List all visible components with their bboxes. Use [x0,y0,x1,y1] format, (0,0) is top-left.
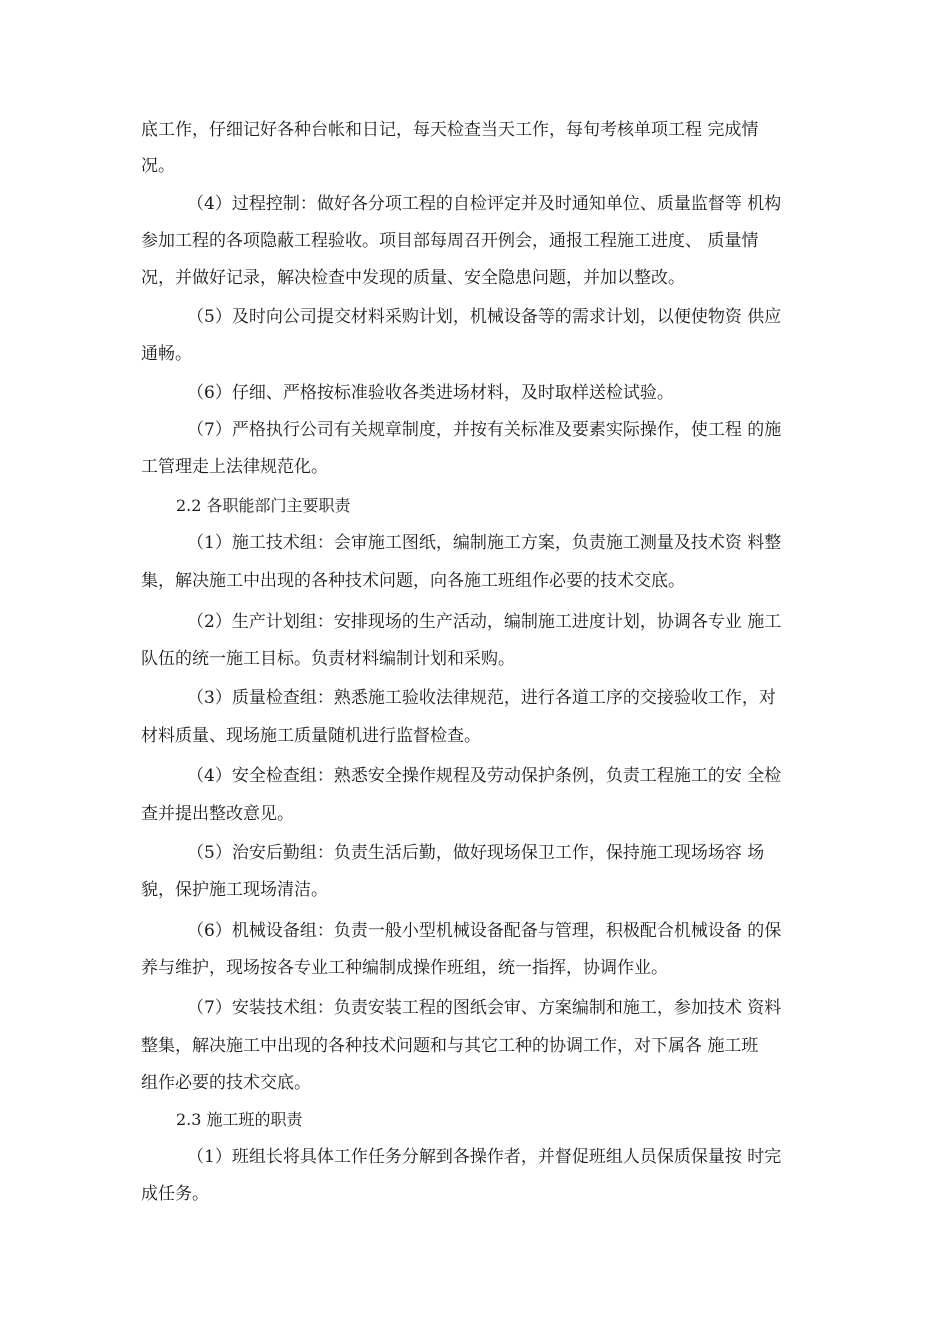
text-line: 成任务。 [141,1184,209,1204]
text-line: 组作必要的技术交底。 [141,1073,311,1093]
text-line: （6）仔细、严格按标准验收各类进场材料，及时取样送检试验。 [187,383,674,403]
text-line: （1）班组长将具体工作任务分解到各操作者，并督促班组人员保质保量按 时完 [187,1147,782,1167]
text-line: 队伍的统一施工目标。负责材料编制计划和采购。 [141,649,515,669]
text-line: （5）治安后勤组：负责生活后勤，做好现场保卫工作，保持施工现场场容 场 [187,843,765,863]
text-line: （1）施工技术组：会审施工图纸，编制施工方案，负责施工测量及技术资 料整 [187,533,782,553]
text-line: （6）机械设备组：负责一般小型机械设备配备与管理，积极配合机械设备 的保 [187,921,782,941]
text-line: 整集，解决施工中出现的各种技术问题和与其它工种的协调工作，对下属各 施工班 [141,1036,759,1056]
text-line: 况，并做好记录，解决检查中发现的质量、安全隐患问题，并加以整改。 [141,268,685,288]
text-line: （5）及时向公司提交材料采购计划，机械设备等的需求计划，以便使物资 供应 [187,307,782,327]
text-line: （4）过程控制：做好各分项工程的自检评定并及时通知单位、质量监督等 机构 [187,194,782,214]
text-line: 参加工程的各项隐蔽工程验收。项目部每周召开例会，通报工程施工进度、 质量情 [141,231,759,251]
section-heading: 2.3 施工班的职责 [176,1110,303,1129]
text-line: 查并提出整改意见。 [141,804,294,824]
text-line: 况。 [141,156,175,176]
text-line: 集，解决施工中出现的各种技术问题，向各施工班组作必要的技术交底。 [141,571,685,591]
text-line: （7）严格执行公司有关规章制度，并按有关标准及要素实际操作，使工程 的施 [187,420,782,440]
text-line: （3）质量检查组：熟悉施工验收法律规范，进行各道工序的交接验收工作，对 [187,688,776,708]
text-line: 貌，保护施工现场清洁。 [141,880,328,900]
text-line: 工管理走上法律规范化。 [141,457,328,477]
text-line: （7）安装技术组：负责安装工程的图纸会审、方案编制和施工，参加技术 资料 [187,998,782,1018]
section-heading: 2.2 各职能部门主要职责 [176,496,351,515]
text-line: 通畅。 [141,344,192,364]
text-line: （4）安全检查组：熟悉安全操作规程及劳动保护条例，负责工程施工的安 全检 [187,766,782,786]
text-line: （2）生产计划组：安排现场的生产活动，编制施工进度计划，协调各专业 施工 [187,612,782,632]
text-line: 底工作，仔细记好各种台帐和日记，每天检查当天工作，每旬考核单项工程 完成情 [141,120,759,140]
text-line: 养与维护，现场按各专业工种编制成操作班组，统一指挥，协调作业。 [141,958,668,978]
text-line: 材料质量、现场施工质量随机进行监督检查。 [141,726,481,746]
